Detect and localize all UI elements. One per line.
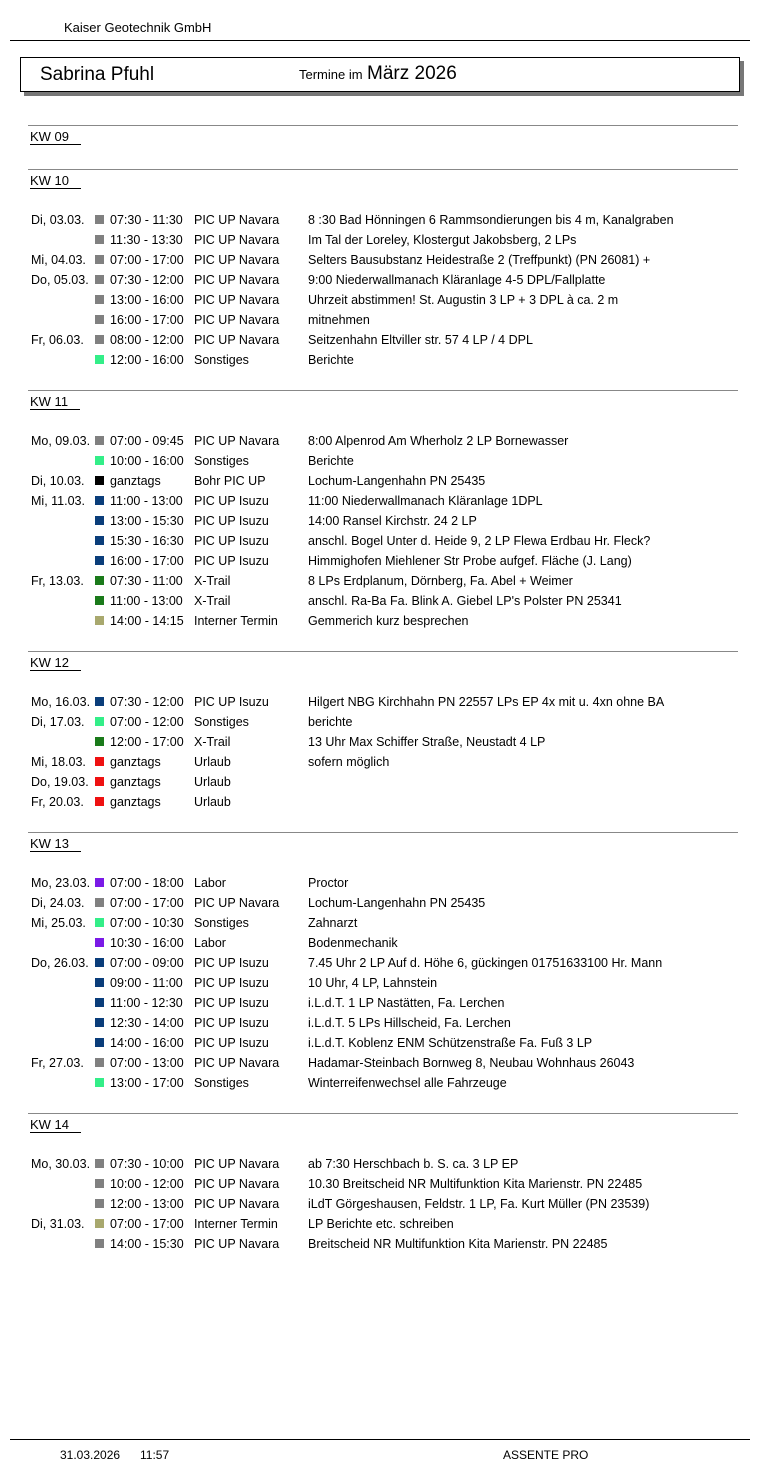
appointment-day: Mi, 25.03. [31, 916, 86, 930]
appointment-resource: PIC UP Navara [194, 273, 280, 287]
category-color-square [95, 697, 104, 706]
appointment-time: 07:00 - 17:00 [110, 1217, 184, 1231]
appointment-description: berichte [308, 715, 353, 729]
appointment-row[interactable] [0, 953, 780, 973]
header-divider [10, 40, 750, 41]
category-color-square [95, 1078, 104, 1087]
category-color-square [95, 576, 104, 585]
appointment-time: 08:00 - 12:00 [110, 333, 184, 347]
appointment-description: Uhrzeit abstimmen! St. Augustin 3 LP + 3 DPL à ca. 2 m [308, 293, 619, 307]
appointment-description: i.L.d.T. 1 LP Nastätten, Fa. Lerchen [308, 996, 505, 1010]
appointment-description: Himmighofen Miehlener Str Probe aufgef. Fläche (J. Lang) [308, 554, 632, 568]
appointment-description: Lochum-Langenhahn PN 25435 [308, 474, 486, 488]
person-name: Sabrina Pfuhl [40, 64, 155, 85]
appointment-row[interactable] [0, 1214, 780, 1234]
week-label-text: KW 14 [30, 1117, 81, 1133]
category-color-square [95, 1058, 104, 1067]
appointment-description: 10.30 Breitscheid NR Multifunktion Kita Marienstr. PN 22485 [308, 1177, 643, 1191]
appointment-time: 12:00 - 16:00 [110, 353, 184, 367]
appointment-description: Breitscheid NR Multifunktion Kita Marienstr. PN 22485 [308, 1237, 608, 1251]
appointment-day: Mo, 30.03. [31, 1157, 91, 1171]
period-title [299, 63, 457, 85]
appointment-time: 07:00 - 10:30 [110, 916, 184, 930]
appointment-day: Di, 24.03. [31, 896, 85, 910]
appointment-resource: Urlaub [194, 775, 231, 789]
appointment-row[interactable] [0, 310, 780, 330]
week-divider [28, 1113, 738, 1114]
appointment-resource: PIC UP Isuzu [194, 514, 269, 528]
category-color-square [95, 1018, 104, 1027]
appointment-resource: Sonstiges [194, 715, 249, 729]
appointment-row[interactable] [0, 571, 780, 591]
week-divider [28, 832, 738, 833]
appointment-day: Mi, 18.03. [31, 755, 86, 769]
week-entries [0, 1154, 780, 1274]
appointment-day: Mo, 09.03. [31, 434, 91, 448]
appointment-resource: Interner Termin [194, 1217, 278, 1231]
appointment-resource: Sonstiges [194, 454, 249, 468]
category-color-square [95, 1038, 104, 1047]
appointment-row[interactable] [0, 591, 780, 611]
appointment-row[interactable] [0, 752, 780, 772]
appointment-description: anschl. Bogel Unter d. Heide 9, 2 LP Flewa Erdbau Hr. Fleck? [308, 534, 651, 548]
appointment-resource: Interner Termin [194, 614, 278, 628]
week-section [0, 651, 780, 832]
appointment-description: i.L.d.T. 5 LPs Hillscheid, Fa. Lerchen [308, 1016, 511, 1030]
appointment-description: Selters Bausubstanz Heidestraße 2 (Treffpunkt) (PN 26081) + [308, 253, 651, 267]
appointment-resource: PIC UP Isuzu [194, 1016, 269, 1030]
appointment-row[interactable] [0, 973, 780, 993]
appointment-time: ganztags [110, 795, 161, 809]
category-color-square [95, 958, 104, 967]
week-section [0, 832, 780, 1113]
appointment-resource: PIC UP Navara [194, 434, 280, 448]
appointment-time: ganztags [110, 775, 161, 789]
appointment-resource: Sonstiges [194, 916, 249, 930]
category-color-square [95, 918, 104, 927]
appointment-description: Gemmerich kurz besprechen [308, 614, 469, 628]
category-color-square [95, 255, 104, 264]
category-color-square [95, 436, 104, 445]
category-color-square [95, 1159, 104, 1168]
week-label-text: KW 11 [30, 394, 80, 410]
appointment-row[interactable] [0, 732, 780, 752]
week-label-text: KW 09 [30, 129, 81, 145]
category-color-square [95, 556, 104, 565]
category-color-square [95, 476, 104, 485]
category-color-square [95, 456, 104, 465]
appointment-resource: PIC UP Isuzu [194, 956, 269, 970]
appointment-day: Fr, 06.03. [31, 333, 84, 347]
appointment-time: 10:00 - 16:00 [110, 454, 184, 468]
appointment-description: 7.45 Uhr 2 LP Auf d. Höhe 6, gückingen 01751633100 Hr. Mann [308, 956, 663, 970]
appointment-resource: PIC UP Isuzu [194, 494, 269, 508]
appointment-time: 13:00 - 15:30 [110, 514, 184, 528]
category-color-square [95, 616, 104, 625]
appointment-time: 14:00 - 16:00 [110, 1036, 184, 1050]
appointment-time: 10:30 - 16:00 [110, 936, 184, 950]
week-label [30, 655, 780, 671]
appointment-time: ganztags [110, 474, 161, 488]
appointment-row[interactable] [0, 692, 780, 712]
category-color-square [95, 536, 104, 545]
appointment-time: 15:30 - 16:30 [110, 534, 184, 548]
appointment-resource: Urlaub [194, 795, 231, 809]
appointment-time: 16:00 - 17:00 [110, 554, 184, 568]
appointment-row[interactable] [0, 511, 780, 531]
appointment-row[interactable] [0, 1154, 780, 1174]
week-label [30, 394, 780, 410]
appointment-row[interactable] [0, 873, 780, 893]
appointment-resource: PIC UP Navara [194, 213, 280, 227]
appointment-time: 07:00 - 18:00 [110, 876, 184, 890]
category-color-square [95, 315, 104, 324]
week-label [30, 129, 780, 145]
appointment-time: 13:00 - 17:00 [110, 1076, 184, 1090]
appointment-time: 09:00 - 11:00 [110, 976, 183, 990]
appointment-row[interactable] [0, 893, 780, 913]
appointment-resource: Sonstiges [194, 1076, 249, 1090]
category-color-square [95, 898, 104, 907]
appointment-row[interactable] [0, 270, 780, 290]
appointment-description: 8 LPs Erdplanum, Dörnberg, Fa. Abel + Weimer [308, 574, 573, 588]
appointment-description: Im Tal der Loreley, Klostergut Jakobsberg, 2 LPs [308, 233, 577, 247]
appointment-time: 07:00 - 17:00 [110, 896, 184, 910]
appointment-description: Zahnarzt [308, 916, 358, 930]
week-label-text: KW 10 [30, 173, 81, 189]
week-entries [0, 210, 780, 390]
appointment-row[interactable] [0, 250, 780, 270]
week-section [0, 390, 780, 651]
appointment-row[interactable] [0, 993, 780, 1013]
category-color-square [95, 596, 104, 605]
week-label [30, 173, 780, 189]
appointment-resource: PIC UP Isuzu [194, 534, 269, 548]
appointment-row[interactable] [0, 913, 780, 933]
category-color-square [95, 275, 104, 284]
appointment-resource: X-Trail [194, 594, 231, 608]
appointment-time: 10:00 - 12:00 [110, 1177, 184, 1191]
appointment-time: 12:00 - 17:00 [110, 735, 184, 749]
appointment-row[interactable] [0, 1194, 780, 1214]
category-color-square [95, 496, 104, 505]
appointment-resource: X-Trail [194, 735, 231, 749]
category-color-square [95, 777, 104, 786]
week-divider [28, 390, 738, 391]
appointment-day: Mo, 23.03. [31, 876, 91, 890]
appointment-row[interactable] [0, 1033, 780, 1053]
appointment-description: Winterreifenwechsel alle Fahrzeuge [308, 1076, 507, 1090]
appointment-resource: PIC UP Navara [194, 1237, 280, 1251]
appointment-resource: PIC UP Isuzu [194, 996, 269, 1010]
appointment-time: 11:00 - 13:00 [110, 494, 183, 508]
appointment-resource: X-Trail [194, 574, 231, 588]
appointment-resource: PIC UP Navara [194, 896, 280, 910]
appointment-row[interactable] [0, 1174, 780, 1194]
appointment-time: 12:00 - 13:00 [110, 1197, 184, 1211]
category-color-square [95, 335, 104, 344]
category-color-square [95, 516, 104, 525]
appointment-description: 8:00 Alpenrod Am Wherholz 2 LP Bornewasser [308, 434, 569, 448]
appointment-time: 12:30 - 14:00 [110, 1016, 184, 1030]
week-entries [0, 431, 780, 651]
category-color-square [95, 295, 104, 304]
appointment-description: LP Berichte etc. schreiben [308, 1217, 454, 1231]
week-entries [0, 692, 780, 832]
appointment-resource: PIC UP Navara [194, 313, 280, 327]
appointment-resource: Labor [194, 876, 226, 890]
appointment-time: 07:00 - 13:00 [110, 1056, 184, 1070]
appointment-description: Bodenmechanik [308, 936, 398, 950]
appointment-time: 07:30 - 12:00 [110, 695, 184, 709]
appointment-description: iLdT Görgeshausen, Feldstr. 1 LP, Fa. Kurt Müller (PN 23539) [308, 1197, 650, 1211]
category-color-square [95, 1199, 104, 1208]
appointment-row[interactable] [0, 792, 780, 812]
appointment-description: Hilgert NBG Kirchhahn PN 22557 LPs EP 4x mit u. 4xn ohne BA [308, 695, 665, 709]
appointment-day: Do, 26.03. [31, 956, 89, 970]
category-color-square [95, 737, 104, 746]
appointment-description: 13 Uhr Max Schiffer Straße, Neustadt 4 LP [308, 735, 546, 749]
week-divider [28, 125, 738, 126]
appointment-day: Do, 05.03. [31, 273, 89, 287]
appointment-resource: PIC UP Isuzu [194, 554, 269, 568]
period-month: März 2026 [367, 63, 457, 84]
appointment-resource: PIC UP Isuzu [194, 976, 269, 990]
category-color-square [95, 797, 104, 806]
appointment-day: Di, 31.03. [31, 1217, 85, 1231]
appointment-description: sofern möglich [308, 755, 390, 769]
appointment-row[interactable] [0, 350, 780, 370]
appointment-row[interactable] [0, 551, 780, 571]
category-color-square [95, 215, 104, 224]
appointment-time: 07:30 - 12:00 [110, 273, 184, 287]
footer-app-name: ASSENTE PRO [503, 1448, 589, 1462]
appointment-day: Mo, 16.03. [31, 695, 91, 709]
appointment-time: 14:00 - 15:30 [110, 1237, 184, 1251]
appointment-resource: PIC UP Isuzu [194, 1036, 269, 1050]
appointment-resource: PIC UP Navara [194, 293, 280, 307]
appointment-time: 13:00 - 16:00 [110, 293, 184, 307]
period-label: Termine im [299, 67, 363, 82]
appointment-resource: PIC UP Navara [194, 333, 280, 347]
appointment-resource: PIC UP Navara [194, 233, 280, 247]
appointment-row[interactable] [0, 431, 780, 451]
appointment-resource: Bohr PIC UP [194, 474, 266, 488]
appointment-resource: PIC UP Navara [194, 1177, 280, 1191]
appointment-row[interactable] [0, 772, 780, 792]
appointment-description: 8 :30 Bad Hönningen 6 Rammsondierungen bis 4 m, Kanalgraben [308, 213, 674, 227]
category-color-square [95, 355, 104, 364]
category-color-square [95, 757, 104, 766]
week-divider [28, 169, 738, 170]
category-color-square [95, 878, 104, 887]
company-name: Kaiser Geotechnik GmbH [64, 20, 212, 35]
appointment-day: Mi, 04.03. [31, 253, 86, 267]
appointment-row[interactable] [0, 933, 780, 953]
footer-date: 31.03.2026 [60, 1448, 121, 1462]
week-section [0, 1113, 780, 1274]
appointment-resource: PIC UP Navara [194, 1197, 280, 1211]
week-section [0, 125, 780, 169]
appointment-row[interactable] [0, 451, 780, 471]
week-label [30, 1117, 780, 1133]
appointment-row[interactable] [0, 712, 780, 732]
appointment-description: 9:00 Niederwallmanach Kläranlage 4-5 DPL/Fallplatte [308, 273, 606, 287]
appointment-description: mitnehmen [308, 313, 370, 327]
appointment-row[interactable] [0, 471, 780, 491]
appointment-resource: PIC UP Navara [194, 1056, 280, 1070]
appointment-description: 14:00 Ransel Kirchstr. 24 2 LP [308, 514, 477, 528]
week-label [30, 836, 780, 852]
appointment-resource: PIC UP Navara [194, 1157, 280, 1171]
week-entries [0, 873, 780, 1113]
category-color-square [95, 717, 104, 726]
appointment-time: 16:00 - 17:00 [110, 313, 184, 327]
appointment-time: 11:00 - 12:30 [110, 996, 183, 1010]
appointment-resource: PIC UP Isuzu [194, 695, 269, 709]
category-color-square [95, 1219, 104, 1228]
appointment-day: Do, 19.03. [31, 775, 89, 789]
appointment-row[interactable] [0, 611, 780, 631]
appointment-time: 07:00 - 09:00 [110, 956, 184, 970]
appointment-day: Fr, 13.03. [31, 574, 84, 588]
appointment-row[interactable] [0, 491, 780, 511]
week-label-text: KW 13 [30, 836, 81, 852]
appointment-resource: PIC UP Navara [194, 253, 280, 267]
category-color-square [95, 998, 104, 1007]
week-divider [28, 651, 738, 652]
appointment-description: 11:00 Niederwallmanach Kläranlage 1DPL [308, 494, 543, 508]
footer-time: 11:57 [140, 1448, 170, 1462]
appointment-time: 07:30 - 11:00 [110, 574, 183, 588]
category-color-square [95, 938, 104, 947]
category-color-square [95, 978, 104, 987]
appointment-resource: Sonstiges [194, 353, 249, 367]
weeks-list [0, 125, 780, 1274]
appointment-row[interactable] [0, 210, 780, 230]
appointment-description: anschl. Ra-Ba Fa. Blink A. Giebel LP's Polster PN 25341 [308, 594, 622, 608]
category-color-square [95, 235, 104, 244]
appointment-time: 07:00 - 12:00 [110, 715, 184, 729]
appointment-description: Proctor [308, 876, 349, 890]
appointment-resource: Urlaub [194, 755, 231, 769]
appointment-time: 11:00 - 13:00 [110, 594, 183, 608]
appointment-day: Fr, 27.03. [31, 1056, 84, 1070]
appointment-description: 10 Uhr, 4 LP, Lahnstein [308, 976, 438, 990]
appointment-day: Di, 03.03. [31, 213, 85, 227]
appointment-description: Berichte [308, 353, 354, 367]
week-section [0, 169, 780, 390]
appointment-row[interactable] [0, 290, 780, 310]
footer-divider [10, 1439, 750, 1440]
appointment-row[interactable] [0, 1053, 780, 1073]
appointment-day: Di, 17.03. [31, 715, 85, 729]
appointment-description: Hadamar-Steinbach Bornweg 8, Neubau Wohnhaus 26043 [308, 1056, 635, 1070]
week-entries [0, 145, 780, 169]
appointment-time: 14:00 - 14:15 [110, 614, 184, 628]
title-box [20, 57, 740, 92]
appointment-row[interactable] [0, 1073, 780, 1093]
appointment-time: 07:30 - 10:00 [110, 1157, 184, 1171]
appointment-time: 07:00 - 17:00 [110, 253, 184, 267]
appointment-row[interactable] [0, 230, 780, 250]
appointment-description: i.L.d.T. Koblenz ENM Schützenstraße Fa. Fuß 3 LP [308, 1036, 593, 1050]
appointment-day: Fr, 20.03. [31, 795, 84, 809]
appointment-time: 07:00 - 09:45 [110, 434, 184, 448]
appointment-description: Lochum-Langenhahn PN 25435 [308, 896, 486, 910]
appointment-time: 11:30 - 13:30 [110, 233, 183, 247]
appointment-row[interactable] [0, 330, 780, 350]
category-color-square [95, 1239, 104, 1248]
appointment-row[interactable] [0, 531, 780, 551]
appointment-description: Berichte [308, 454, 354, 468]
appointment-row[interactable] [0, 1234, 780, 1254]
appointment-description: ab 7:30 Herschbach b. S. ca. 3 LP EP [308, 1157, 519, 1171]
week-label-text: KW 12 [30, 655, 81, 671]
appointment-row[interactable] [0, 1013, 780, 1033]
appointment-time: ganztags [110, 755, 161, 769]
category-color-square [95, 1179, 104, 1188]
appointment-description: Seitzenhahn Eltviller str. 57 4 LP / 4 DPL [308, 333, 533, 347]
appointment-day: Mi, 11.03. [31, 494, 85, 508]
appointment-resource: Labor [194, 936, 226, 950]
appointment-time: 07:30 - 11:30 [110, 213, 183, 227]
appointment-day: Di, 10.03. [31, 474, 85, 488]
